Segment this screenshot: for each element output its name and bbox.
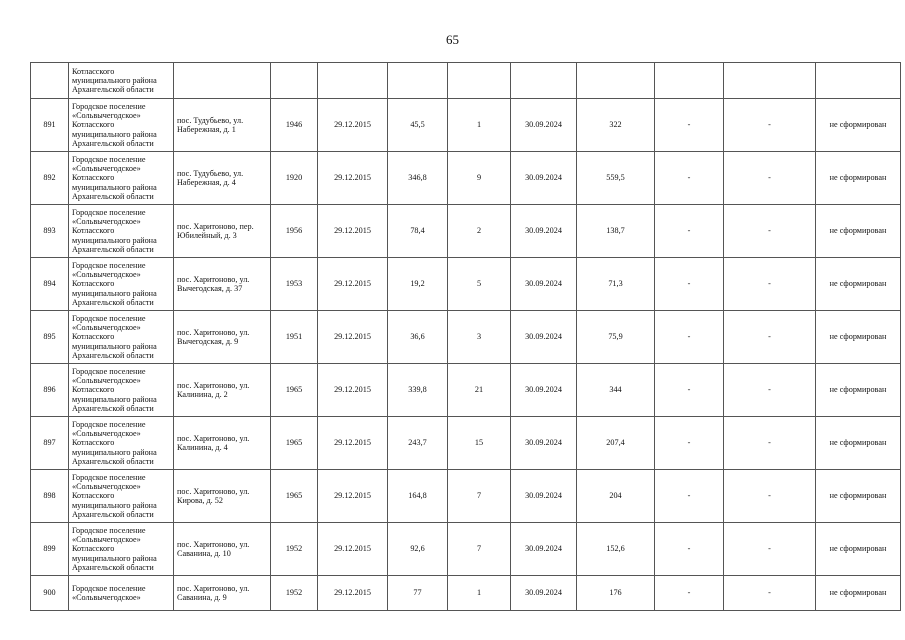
cell-num: [31, 205, 69, 258]
d2-text: -: [768, 438, 771, 448]
date-text: 29.12.2015: [334, 332, 371, 342]
cell-status: [816, 576, 901, 611]
table-row: [31, 99, 901, 152]
address-text: пос. Тудубьево, ул. Набережная, д. 1: [177, 115, 244, 134]
cell-cost: [577, 364, 655, 417]
count-text: 2: [476, 226, 482, 236]
cell-date2: [511, 364, 577, 417]
num-text: 900: [43, 588, 56, 598]
settlement-text: Городское поселение «Сольвычегодское» Котласского муниципального района Архангельской области: [72, 260, 157, 307]
page-number: 65: [446, 32, 459, 47]
cell-d1: [655, 258, 724, 311]
num-text: 899: [43, 544, 56, 554]
address-text: пос. Харитоново, ул. Саванина, д. 10: [177, 539, 250, 558]
settlement-text: Городское поселение «Сольвычегодское» Котласского муниципального района Архангельской области: [72, 154, 157, 201]
d1-text: -: [687, 544, 691, 554]
cell-address: [174, 364, 271, 417]
cell-date: [318, 152, 388, 205]
cell-settlement: [69, 63, 174, 99]
d2-text: -: [768, 332, 771, 342]
cost-text: 322: [609, 120, 622, 130]
date-text: 29.12.2015: [334, 279, 371, 289]
cell-address: [174, 523, 271, 576]
status-text: не сформирован: [829, 385, 887, 395]
cell-year: [271, 63, 318, 99]
cell-year: [271, 417, 318, 470]
d2-text: -: [768, 226, 771, 236]
cell-status: [816, 99, 901, 152]
cell-date2: [511, 152, 577, 205]
cell-year: [271, 311, 318, 364]
cell-date2: [511, 99, 577, 152]
num-text: 898: [43, 491, 56, 501]
status-text: не сформирован: [829, 544, 887, 554]
cell-status: [816, 470, 901, 523]
cell-cost: [577, 63, 655, 99]
cell-count: [448, 311, 511, 364]
cell-cost: [577, 576, 655, 611]
cell-year: [271, 523, 318, 576]
cell-date2: [511, 576, 577, 611]
cell-d2: [724, 99, 816, 152]
cell-settlement: [69, 417, 174, 470]
cell-status: [816, 63, 901, 99]
count-text: 9: [476, 173, 482, 183]
area-text: 339,8: [408, 385, 427, 395]
count-text: 7: [476, 544, 482, 554]
date2-text: 30.09.2024: [525, 544, 562, 554]
cell-d1: [655, 523, 724, 576]
cost-text: 559,5: [606, 173, 625, 183]
cell-settlement: [69, 152, 174, 205]
cell-cost: [577, 258, 655, 311]
settlement-text: Городское поселение «Сольвычегодское» Котласского муниципального района Архангельской области: [72, 207, 157, 254]
d2-text: -: [768, 491, 771, 501]
cell-num: [31, 99, 69, 152]
cell-d2: [724, 258, 816, 311]
cost-text: 204: [609, 491, 622, 501]
date2-text: 30.09.2024: [525, 332, 562, 342]
cell-d2: [724, 576, 816, 611]
cell-settlement: [69, 576, 174, 611]
date-text: 29.12.2015: [334, 226, 371, 236]
settlement-text: Городское поселение «Сольвычегодское» Котласского муниципального района Архангельской области: [72, 472, 157, 519]
d2-text: -: [768, 120, 771, 130]
settlement-text: Городское поселение «Сольвычегодское» Котласского муниципального района Архангельской области: [72, 101, 157, 148]
cell-d2: [724, 417, 816, 470]
cell-d1: [655, 470, 724, 523]
cell-num: [31, 63, 69, 99]
status-text: не сформирован: [829, 173, 887, 183]
cell-status: [816, 152, 901, 205]
cell-area: [388, 417, 448, 470]
date2-text: 30.09.2024: [525, 226, 562, 236]
cell-date2: [511, 258, 577, 311]
cell-area: [388, 364, 448, 417]
d1-text: -: [687, 385, 691, 395]
date-text: 29.12.2015: [334, 385, 371, 395]
status-text: не сформирован: [829, 120, 887, 130]
area-text: 346,8: [408, 173, 427, 183]
cell-d1: [655, 205, 724, 258]
count-text: 7: [476, 491, 482, 501]
registry-table: [30, 62, 901, 611]
area-text: 92,6: [410, 544, 425, 554]
cell-num: [31, 364, 69, 417]
cell-status: [816, 417, 901, 470]
cell-num: [31, 417, 69, 470]
cell-status: [816, 258, 901, 311]
cell-area: [388, 576, 448, 611]
year-text: 1965: [285, 385, 303, 395]
cost-text: 344: [609, 385, 622, 395]
date-text: 29.12.2015: [334, 120, 371, 130]
cell-area: [388, 63, 448, 99]
d1-text: -: [687, 279, 691, 289]
d1-text: -: [687, 491, 691, 501]
year-text: 1956: [285, 226, 303, 236]
cell-count: [448, 523, 511, 576]
cost-text: 138,7: [606, 226, 625, 236]
table-row: [31, 470, 901, 523]
cell-date: [318, 470, 388, 523]
cell-num: [31, 470, 69, 523]
cell-date2: [511, 205, 577, 258]
cell-num: [31, 152, 69, 205]
cell-date: [318, 523, 388, 576]
cell-area: [388, 205, 448, 258]
cell-d1: [655, 417, 724, 470]
d2-text: -: [768, 588, 771, 598]
count-text: 3: [476, 332, 482, 342]
date2-text: 30.09.2024: [525, 120, 562, 130]
date-text: 29.12.2015: [334, 491, 371, 501]
cell-year: [271, 258, 318, 311]
date2-text: 30.09.2024: [525, 491, 562, 501]
year-text: 1946: [285, 120, 303, 130]
d2-text: -: [768, 279, 771, 289]
cell-settlement: [69, 470, 174, 523]
cell-date2: [511, 417, 577, 470]
cell-date2: [511, 63, 577, 99]
address-text: пос. Харитоново, пер. Юбилейный, д. 3: [177, 221, 254, 240]
address-text: пос. Харитоново, ул. Вычегодская, д. 37: [177, 274, 250, 293]
cell-count: [448, 205, 511, 258]
cell-date: [318, 311, 388, 364]
cell-date: [318, 364, 388, 417]
cell-count: [448, 258, 511, 311]
cell-area: [388, 258, 448, 311]
year-text: 1953: [285, 279, 303, 289]
settlement-text: Городское поселение «Сольвычегодское» Котласского муниципального района Архангельской области: [72, 419, 157, 466]
area-text: 36,6: [410, 332, 425, 342]
area-text: 77: [413, 588, 422, 598]
cell-d2: [724, 523, 816, 576]
cell-settlement: [69, 523, 174, 576]
table-row: [31, 205, 901, 258]
cell-count: [448, 576, 511, 611]
cell-address: [174, 258, 271, 311]
cell-address: [174, 576, 271, 611]
cell-address: [174, 152, 271, 205]
area-text: 164,8: [408, 491, 427, 501]
cell-date2: [511, 311, 577, 364]
cell-count: [448, 470, 511, 523]
date-text: 29.12.2015: [334, 588, 371, 598]
cell-area: [388, 152, 448, 205]
year-text: 1951: [285, 332, 303, 342]
date2-text: 30.09.2024: [525, 438, 562, 448]
status-text: не сформирован: [829, 491, 887, 501]
cost-text: 207,4: [606, 438, 625, 448]
cell-area: [388, 470, 448, 523]
cell-cost: [577, 99, 655, 152]
area-text: 19,2: [410, 279, 425, 289]
year-text: 1952: [285, 544, 303, 554]
date-text: 29.12.2015: [334, 173, 371, 183]
table-row: [31, 152, 901, 205]
cell-area: [388, 523, 448, 576]
cell-count: [448, 364, 511, 417]
cell-address: [174, 63, 271, 99]
cell-year: [271, 205, 318, 258]
cell-settlement: [69, 99, 174, 152]
cell-area: [388, 311, 448, 364]
cell-cost: [577, 417, 655, 470]
d1-text: -: [687, 438, 691, 448]
settlement-text: Городское поселение «Сольвычегодское» Котласского муниципального района Архангельской области: [72, 313, 157, 360]
num-text: 891: [43, 120, 56, 130]
cell-d1: [655, 576, 724, 611]
cell-count: [448, 152, 511, 205]
cell-settlement: [69, 205, 174, 258]
settlement-text: Городское поселение «Сольвычегодское» Котласского муниципального района Архангельской области: [72, 366, 157, 413]
cell-settlement: [69, 258, 174, 311]
address-text: пос. Харитоново, ул. Вычегодская, д. 9: [177, 327, 250, 346]
d1-text: -: [687, 120, 691, 130]
cell-d1: [655, 63, 724, 99]
cell-date: [318, 205, 388, 258]
cell-count: [448, 63, 511, 99]
cell-d2: [724, 63, 816, 99]
date-text: 29.12.2015: [334, 438, 371, 448]
cell-num: [31, 523, 69, 576]
cell-date: [318, 258, 388, 311]
cost-text: 71,3: [608, 279, 623, 289]
area-text: 78,4: [410, 226, 425, 236]
count-text: 15: [474, 438, 484, 448]
cell-cost: [577, 523, 655, 576]
cost-text: 152,6: [606, 544, 625, 554]
table-row: [31, 311, 901, 364]
cell-d1: [655, 99, 724, 152]
date2-text: 30.09.2024: [525, 173, 562, 183]
cell-num: [31, 258, 69, 311]
date2-text: 30.09.2024: [525, 588, 562, 598]
date2-text: 30.09.2024: [525, 279, 562, 289]
table-row: [31, 364, 901, 417]
address-text: пос. Харитоново, ул. Калинина, д. 2: [177, 380, 250, 399]
cell-count: [448, 99, 511, 152]
cell-d2: [724, 470, 816, 523]
d1-text: -: [687, 588, 691, 598]
d1-text: -: [687, 226, 691, 236]
status-text: не сформирован: [829, 279, 887, 289]
status-text: не сформирован: [829, 588, 887, 598]
cell-address: [174, 417, 271, 470]
cell-address: [174, 311, 271, 364]
cell-date: [318, 99, 388, 152]
cell-year: [271, 470, 318, 523]
cell-settlement: [69, 364, 174, 417]
cell-d2: [724, 311, 816, 364]
cell-year: [271, 152, 318, 205]
num-text: 894: [43, 279, 56, 289]
cost-text: 75,9: [608, 332, 623, 342]
cell-d1: [655, 152, 724, 205]
count-text: 5: [476, 279, 482, 289]
area-text: 243,7: [408, 438, 427, 448]
year-text: 1952: [285, 588, 303, 598]
cell-d2: [724, 205, 816, 258]
year-text: 1965: [285, 491, 303, 501]
settlement-text: Городское поселение «Сольвычегодское»: [72, 583, 146, 602]
cell-date2: [511, 470, 577, 523]
cell-status: [816, 311, 901, 364]
cell-date: [318, 576, 388, 611]
num-text: 896: [43, 385, 56, 395]
cell-date: [318, 63, 388, 99]
cost-text: 176: [609, 588, 622, 598]
date2-text: 30.09.2024: [525, 385, 562, 395]
cell-settlement: [69, 311, 174, 364]
status-text: не сформирован: [829, 438, 887, 448]
date-text: 29.12.2015: [334, 544, 371, 554]
cell-count: [448, 417, 511, 470]
table-body: [31, 63, 901, 611]
area-text: 45,5: [410, 120, 425, 130]
cell-cost: [577, 152, 655, 205]
count-text: 1: [476, 120, 482, 130]
settlement-text: Городское поселение «Сольвычегодское» Котласского муниципального района Архангельской области: [72, 525, 157, 572]
cell-year: [271, 576, 318, 611]
num-text: 892: [43, 173, 56, 183]
num-text: 893: [43, 226, 56, 236]
address-text: пос. Харитоново, ул. Калинина, д. 4: [177, 433, 250, 452]
cell-cost: [577, 470, 655, 523]
address-text: пос. Харитоново, ул. Кирова, д. 52: [177, 486, 250, 505]
cell-status: [816, 205, 901, 258]
d2-text: -: [768, 544, 771, 554]
d2-text: -: [768, 385, 771, 395]
num-text: 895: [43, 332, 56, 342]
status-text: не сформирован: [829, 332, 887, 342]
address-text: пос. Харитоново, ул. Саванина, д. 9: [177, 583, 250, 602]
cell-year: [271, 364, 318, 417]
address-text: пос. Тудубьево, ул. Набережная, д. 4: [177, 168, 244, 187]
table-row: [31, 523, 901, 576]
cell-date: [318, 417, 388, 470]
d1-text: -: [687, 173, 691, 183]
num-text: 897: [43, 438, 56, 448]
year-text: 1965: [285, 438, 303, 448]
cell-address: [174, 99, 271, 152]
settlement-text: Котласского муниципального района Архангельской области: [72, 66, 157, 95]
cell-num: [31, 311, 69, 364]
cell-d1: [655, 311, 724, 364]
cell-num: [31, 576, 69, 611]
cell-address: [174, 470, 271, 523]
status-text: не сформирован: [829, 226, 887, 236]
d2-text: -: [768, 173, 771, 183]
cell-status: [816, 364, 901, 417]
cell-date2: [511, 523, 577, 576]
table-row-continuation: [31, 63, 901, 99]
cell-d2: [724, 152, 816, 205]
d1-text: -: [687, 332, 691, 342]
cell-cost: [577, 311, 655, 364]
cell-d1: [655, 364, 724, 417]
table-row: [31, 417, 901, 470]
cell-address: [174, 205, 271, 258]
count-text: 1: [476, 588, 482, 598]
year-text: 1920: [285, 173, 303, 183]
cell-year: [271, 99, 318, 152]
count-text: 21: [474, 385, 484, 395]
cell-area: [388, 99, 448, 152]
cell-cost: [577, 205, 655, 258]
table-row: [31, 576, 901, 611]
cell-status: [816, 523, 901, 576]
table-row: [31, 258, 901, 311]
cell-d2: [724, 364, 816, 417]
